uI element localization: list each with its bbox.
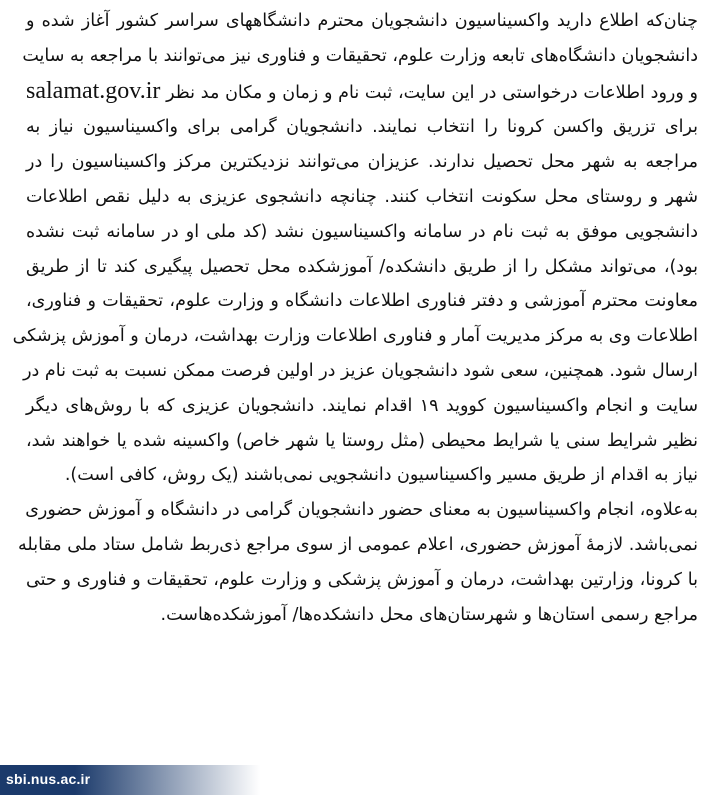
paragraph-vaccination-registration	[12, 4, 699, 493]
text-line: نمی‌باشد. لازمهٔ آموزش حضوری، اعلام عمومی از سوی مراجع ذی‌ربط شامل ستاد ملی مقابله	[18, 534, 698, 555]
text-line: دانشجویی موفق به ثبت نام در سامانه واکسیناسیون نشد (کد ملی او در سامانه ثبت نشده	[26, 221, 698, 242]
text-line: چنان‌که اطلاع دارید واکسیناسیون دانشجویان محترم دانشگاههای سراسر کشور آغاز شده و	[26, 11, 698, 31]
text-line: نظیر شرایط سنی یا شرایط محیطی (مثل روستا یا شهر خاص) واکسینه شده یا خواهند شد،	[26, 430, 698, 451]
watermark-text: sbi.nus.ac.ir	[6, 771, 91, 787]
text-line-segment: و ورود اطلاعات درخواستی در این سایت، ثبت نام و زمان و مکان مد نظر	[166, 82, 698, 103]
text-line: دانشجویان دانشگاه‌های تابعه وزارت علوم، تحقیقات و فناوری نیز می‌توانند با مراجعه به سایت	[22, 45, 698, 66]
text-line: برای تزریق واکسن کرونا را انتخاب نمایند. دانشجویان گرامی برای واکسیناسیون نیاز به	[26, 117, 698, 138]
text-line: ارسال شود. همچنین، سعی شود دانشجویان عزیز در اولین فرصت ممکن نسبت به ثبت نام در	[23, 360, 698, 381]
text-line: شهر و روستای محل سکونت انتخاب کنند. چنانچه دانشجوی عزیزی به دلیل نقص اطلاعات	[26, 186, 698, 207]
site-url-link[interactable]: salamat.gov.ir	[26, 77, 161, 104]
text-line: اطلاعات وی به مرکز مدیریت آمار و فناوری اطلاعات وزارت بهداشت، درمان و آموزش پزشکی	[12, 326, 698, 347]
text-line: با کرونا، وزارتین بهداشت، درمان و آموزش پزشکی و وزارت علوم، تحقیقات و فناوری و حتی	[26, 569, 698, 590]
text-line: به‌علاوه، انجام واکسیناسیون به معنای حضور دانشجویان گرامی در دانشگاه و آموزش حضوری	[25, 500, 698, 521]
text-line: بود)، می‌تواند مشکل را از طریق دانشکده/ آموزشکده محل تحصیل پیگیری کند تا از طریق	[26, 256, 698, 277]
text-line: نیاز به اقدام از طریق مسیر واکسیناسیون دانشجویی نمی‌باشند (یک روش، کافی است).	[64, 465, 698, 486]
text-line: مراجعه به شهر محل تحصیل ندارند. عزیزان می‌توانند نزدیکترین مرکز واکسیناسیون را در	[26, 152, 698, 173]
document-body	[12, 4, 699, 632]
text-line: سایت و انجام واکسیناسیون کووید ۱۹ اقدام نمایند. دانشجویان عزیزی که با روش‌های دیگر	[26, 395, 699, 416]
paragraph-in-person-education	[18, 493, 698, 632]
text-line: معاونت محترم آموزشی و دفتر فناوری اطلاعات دانشگاه و وزارت علوم، تحقیقات و فناوری،	[26, 291, 698, 312]
text-line-with-url	[26, 74, 698, 111]
watermark-banner	[0, 765, 705, 795]
text-line: مراجع رسمی استان‌ها و شهرستان‌های محل دانشکده‌ها/ آموزشکده‌هاست.	[160, 604, 698, 625]
